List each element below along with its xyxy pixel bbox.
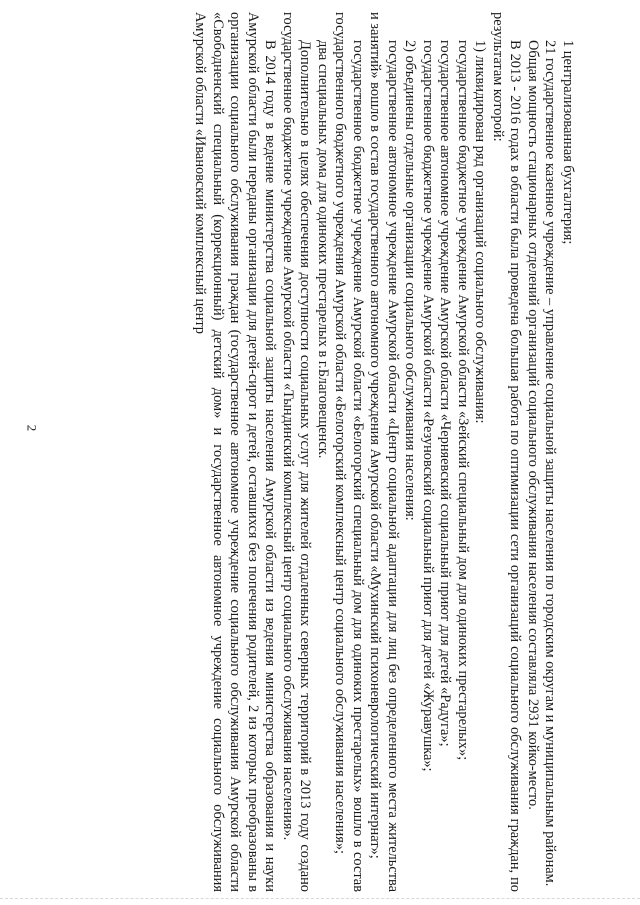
paragraph: государственное автономное учреждение Амурской области «Черняевский социальный приют для детей «Радуга»; xyxy=(437,40,454,747)
paragraph: государственное бюджетное учреждение Амурской области «Резуновский социальный приют для детей «Журавушка»; xyxy=(420,40,436,772)
document-body xyxy=(191,12,576,892)
paragraph: 21 государственное казенное учреждение – управление социальной защиты населения по городским округам и муниципальным районам. xyxy=(542,40,559,887)
paragraph: государственное бюджетное учреждение Амурской области «Зейский специальный дом для одиноких престарелых»; xyxy=(455,40,471,761)
scan-edge xyxy=(0,898,640,905)
paragraph: государственное бюджетное учреждение Амурской области «Белогорский специальный дом для одиноких престарелых» вошло в состав государственного бюджетного учреждения Амурской области «Белогорский комплексный центр социального обслуживания населения»; xyxy=(332,12,366,892)
paragraph: 1) ликвидирован ряд организаций социального обслуживания: xyxy=(472,40,489,424)
paragraph: государственное автономное учреждение Амурской области «Центр социальной адаптации для лиц без определенного места жительства и занятий» вошло в состав государственного автономного учреждения Амурской области «Мухинский психоневрологический интернат»; xyxy=(367,12,401,892)
rotated-page-content xyxy=(16,12,576,892)
paragraph: Дополнительно в целях обеспечения доступности социальных услуг для жителей отдаленных северных территорий в 2013 году создано государственное бюджетное учреждение Амурской области «Тындинский комплексный центр социального обслуживания населения». xyxy=(280,12,314,892)
paragraph: Общая мощность стационарных отделений организаций социального обслуживания населения составляла 2931 койко-место. xyxy=(525,40,541,810)
page-number: 2 xyxy=(24,424,40,432)
paragraph: В 2013 - 2016 годах в области была проведена большая работа по оптимизации сети организаций социального обслуживания граждан, по результатам которой: xyxy=(490,12,524,892)
paragraph: 1 централизованная бухгалтерия; xyxy=(560,40,576,245)
paragraph: два специальных дома для одиноких престарелых в г.Благовещенск. xyxy=(315,40,331,459)
paragraph: 2) объединены отдельные организации социального обслуживания населения: xyxy=(402,40,419,521)
paragraph: В 2014 году в ведение министерства социальной защиты населения Амурской области из ведения министерства образования и науки Амурской области были переданы организации для детей-сирот и детей, оставшихся без попечения родителей, 2 из которых преобразованы в организации социального обслуживания граждан (государственное автономное учреждение социального обслуживания Амурской области «Свободненский специальный (коррекционный) детский дом» и государственное автономное учреждение социального обслуживания Амурской области «Ивановский комплексный центр xyxy=(192,12,279,892)
